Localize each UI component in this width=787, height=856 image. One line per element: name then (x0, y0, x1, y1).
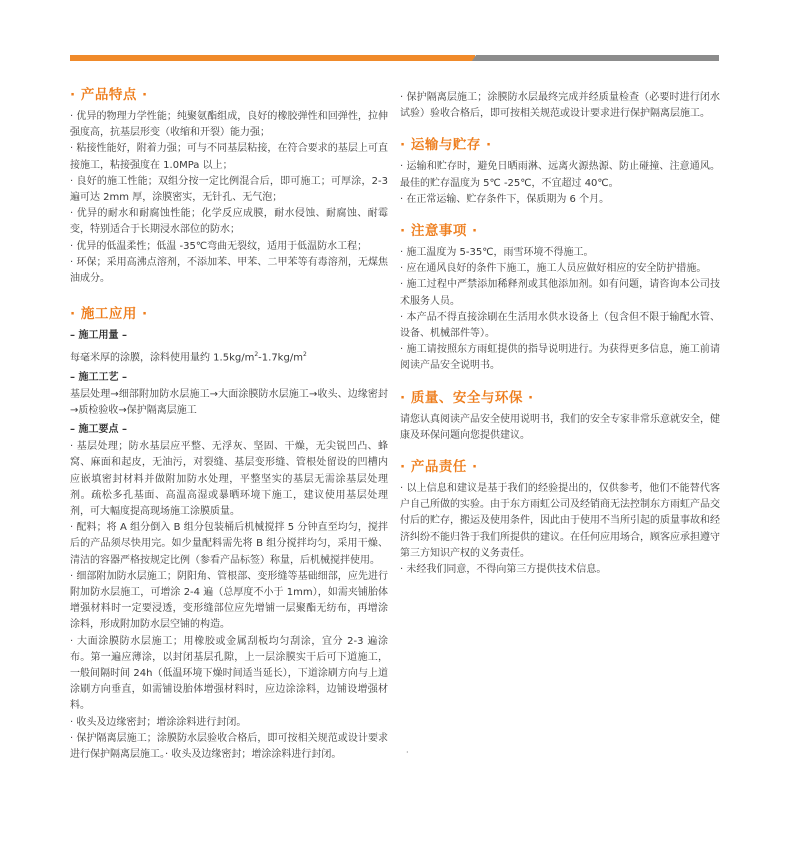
key-point-item: · 配料；将 A 组分倒入 B 组分包装桶后机械搅拌 5 分钟直至均匀，搅拌后的产品须尽快用完。如少量配料需先将 B 组分搅拌均匀，采用干燥、清洁的容器严格按规定比例（参看产品标签）称量，后机械搅拌使用。 (70, 522, 388, 566)
notice-item: · 施工温度为 5-35℃，雨雪环境不得施工。 (400, 247, 594, 259)
feature-item: · 环保；采用高沸点溶剂，不添加苯、甲苯、二甲苯等有毒溶剂，无煤焦油成分。 (70, 256, 388, 285)
section-title-quality: · 质量、安全与环保 · (400, 389, 534, 406)
section-title-application: · 施工应用 · (70, 306, 148, 323)
header-bar-gray (472, 55, 719, 61)
transport-item: · 运输和贮存时，避免日晒雨淋、远离火源热源、防止碰撞、注意通风。最佳的贮存温度为 5℃ -25℃，不宜超过 40℃。 (400, 161, 720, 189)
liability-item: · 未经我们同意，不得向第三方提供技术信息。 (400, 564, 607, 576)
feature-item: · 优异的耐水和耐腐蚀性能；化学反应成膜，耐水侵蚀、耐腐蚀、耐霉变，特别适合于长期浸水部位的防水； (70, 208, 388, 236)
subheading-usage: – 施工用量 – (70, 330, 127, 342)
key-point-item: · 基层处理；防水基层应平整、无浮灰、坚固、干燥，无尖锐凹凸、蜂窝、麻面和起皮，无油污，对裂缝、基层变形缝、管根处留设的凹槽内应嵌填密封材料并做附加防水处理，平整坚实的基层无需涂基层处理剂。疏松多孔基面、高温高湿或暴晒环境下施工，建议使用基层处理剂，可大幅度提高现场施工涂膜质量。 (70, 441, 388, 517)
feature-item: · 粘接性能好，附着力强；可与不同基层粘接，在符合要求的基层上可直接施工，粘接强度在 1.0MPa 以上； (70, 143, 388, 171)
liability-item: · 以上信息和建议是基于我们的经验提出的，仅供参考，他们不能替代客户自己所做的实验。由于东方雨虹公司及经销商无法控制东方雨虹产品交付后的贮存，搬运及使用条件，因此由于使用不当所引起的质量事故和经济纠纷不能归咎于我们所提供的建议。在任何应用场合，顾客应承担遵守第三方知识产权的义务责任。 (400, 483, 720, 559)
header-bar-orange (70, 55, 475, 61)
section-title-liability: · 产品责任 · (400, 459, 478, 476)
subheading-key-points: – 施工要点 – (70, 424, 127, 436)
feature-item: · 良好的施工性能；双组分按一定比例混合后，即可施工；可厚涂，2-3 遍可达 2mm 厚，涂膜密实，无针孔、无气泡； (70, 175, 388, 204)
process-text: 基层处理→细部附加防水层施工→大面涂膜防水层施工→收头、边缘密封→质检验收→保护隔离层施工 (70, 388, 388, 416)
right-column (400, 90, 720, 578)
feature-item: · 优异的物理力学性能；纯聚氨酯组成，良好的橡胶弹性和回弹性，拉伸强度高，抗基层形变（收缩和开裂）能力强； (70, 111, 388, 139)
quality-text: 请您认真阅读产品安全使用说明书，我们的安全专家非常乐意就安全，健康及环保问题向您提供建议。 (400, 413, 720, 441)
feature-item: · 优异的低温柔性；低温 -35℃弯曲无裂纹，适用于低温防水工程； (70, 240, 368, 252)
protect-layer-text: · 保护隔离层施工；涂膜防水层最终完成并经质量检查（必要时进行闭水试验）验收合格后，即可按相关规范或设计要求进行保护隔离层施工。 (400, 92, 720, 120)
notice-item: · 应在通风良好的条件下施工，施工人员应做好相应的安全防护措施。 (400, 263, 707, 275)
subheading-process: – 施工工艺 – (70, 371, 127, 383)
key-point-item: · 细部附加防水层施工；阴阳角、管根部、变形缝等基础细部，应先进行附加防水层施工，可增涂 2-4 遍（总厚度不小于 1mm），如需夹铺胎体增强材料时一定要浸透，变形缝部位应先增铺一层聚酯无纺布，再增涂涂料，形成附加防水层空铺的构造。 (70, 570, 388, 631)
key-point-item: · 大面涂膜防水层施工；用橡胶或金属刮板均匀刮涂，宜分 2-3 遍涂布。第一遍应薄涂，以封闭基层孔隙，上一层涂膜实干后可下道施工，一般间隔时间 24h（低温环境下燥时间适当延长），下道涂刷方向与上道涂刷方向垂直，如需铺设胎体增强材料时，应边涂涂料，边铺设增强材料。 (70, 635, 388, 712)
transport-item: · 在正常运输、贮存条件下，保质期为 6 个月。 (400, 193, 610, 205)
section-title-transport: · 运输与贮存 · (400, 137, 492, 154)
notice-item: · 施工请按照东方雨虹提供的指导说明进行。为获得更多信息，施工前请阅读产品安全说明书。 (400, 344, 720, 372)
key-point-item: · 收头及边缘密封；增涂涂料进行封闭。 (70, 716, 247, 728)
notice-item: · 施工过程中严禁添加稀释剂或其他添加剂。如有问题，请咨询本公司技术服务人员。 (400, 279, 720, 307)
section-title-notice: · 注意事项 · (400, 223, 478, 240)
key-point-item: · 保护隔离层施工；涂膜防水层验收合格后，即可按相关规范或设计要求进行保护隔离层施工。· 收头及边缘密封；增涂涂料进行封闭。 (70, 732, 388, 761)
stray-dot-mark: · (406, 748, 409, 757)
left-column (70, 86, 388, 763)
section-title-features: · 产品特点 · (70, 87, 148, 103)
notice-item: · 本产品不得直接涂刷在生活用水供水设备上（包含但不限于输配水管、设备、机械部件等）。 (400, 311, 720, 340)
usage-text: 每毫米厚的涂膜，涂料使用量约 $1.5kg/m^2-1.7kg/m^2$ (70, 351, 307, 364)
